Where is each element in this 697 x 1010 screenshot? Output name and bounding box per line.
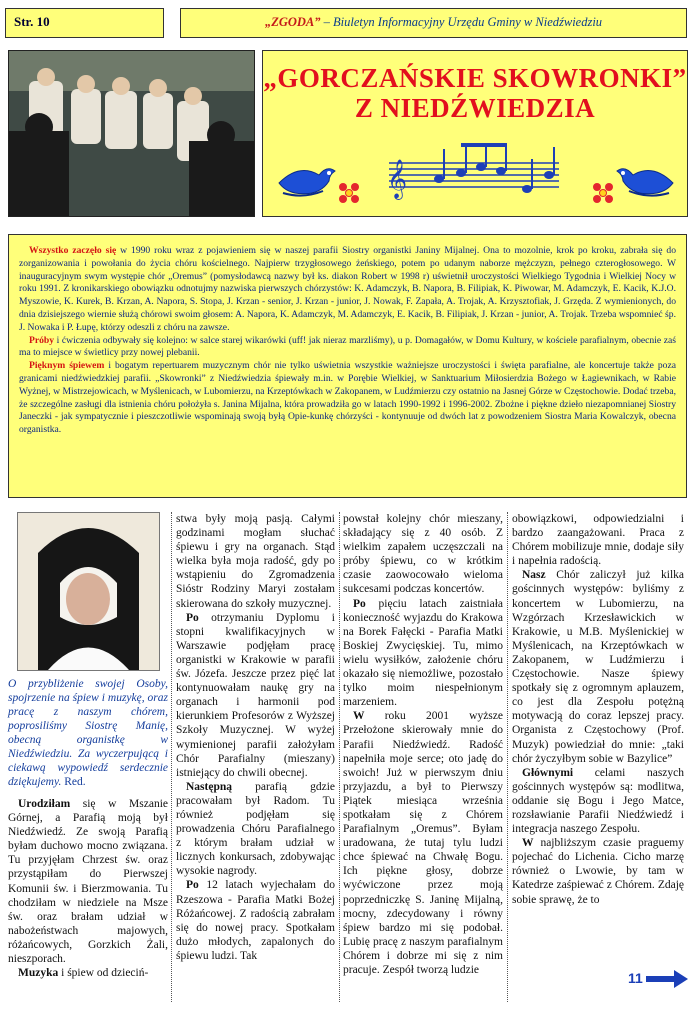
article-column-4 — [512, 512, 684, 907]
paragraph-lead: W — [353, 710, 365, 723]
paragraph-text: się w Mszanie Górnej, a Parafią moją był Niedźwiedź. Ze swoją Parafią byłam duchowo mocno związana. Tu przyjęłam Chrzest św. oraz przystąpiłam do Pierwszej Komunii św. i Bierzmowania. Tu chodziłam w niedziele na Msze św. oraz brałam udział w nabożeństwach majowych, różańcowych, Gorzkich Żali, nieszporach. — [8, 798, 168, 966]
article-paragraph — [512, 512, 684, 568]
article-paragraph — [176, 512, 335, 611]
article-paragraph — [8, 797, 168, 966]
article-paragraph — [176, 780, 335, 879]
paragraph-lead: Następną — [186, 780, 233, 793]
article-paragraph — [343, 512, 503, 597]
publication-subtitle: – Biuletyn Informacyjny Urzędu Gminy w Niedźwiedziu — [320, 15, 603, 29]
paragraph-lead: Urodziłam — [18, 798, 71, 810]
paragraph-lead: Nasz — [522, 569, 546, 582]
paragraph-text: Chór zaliczył już kilka gościnnych występów: byliśmy z koncertem w Lubomierzu, na Wzgórzach Krzesławickich w Krakowie, u M.B. Myślenickiej w Myślenicach, na Krzeptówkach w Zakopanem, w Ludźmierzu i Częstochowie. Nasze śpiewy spotkały się z ogromnym aplauzem, co jest dla Zespołu potężną motywacją do coraz lepszej pracy. Organista z Częstochowy (Prof. Muzyk) powiedział do mnie: „taki chór życzyłbym sobie w Bazylice” — [512, 569, 684, 765]
paragraph-text: powstał kolejny chór mieszany, składający się z 40 osób. Z wielkim zapałem uczęszczali na próby śpiewu, co w krótkim czasie zaowocowało wieloma sukcesami podczas koncertów. — [343, 513, 503, 596]
intro-lead: Pięknym śpiewem — [29, 360, 105, 372]
article-title-line2: Z NIEDŹWIEDZIA — [354, 93, 596, 123]
paragraph-lead: Głównymi — [522, 766, 574, 779]
article-title-box — [262, 50, 688, 217]
intro-lead: Wszystko zaczęło się — [29, 245, 117, 256]
right-bird-icon — [617, 169, 673, 196]
right-flower-icon — [593, 183, 613, 203]
caption-text: O przybliżenie swojej Osoby, spojrzenie na śpiew i muzykę, oraz pracę z naszym chórem, poprosiliśmy Siostrę Manię, obecną organistkę w Niedźwiedziu. Za wyczerpującą i ciekawą wypowiedź serdecznie dziękujemy. — [8, 678, 168, 788]
paragraph-text: i śpiew od dzieciń- — [58, 967, 149, 980]
paragraph-text: najbliższym czasie praguemy pojechać do Lichenia. Cicho marzę również o Lwowie, by tam w Katedrze zaśpiewać z Chórem. Zdaję sobie sprawę, że to — [512, 837, 684, 906]
caption-signature: Red. — [64, 776, 86, 788]
notes-icon — [387, 143, 554, 200]
paragraph-text: otrzymaniu Dyplomu i stopni kwalifikacyjnych w Warszawie podjęłam pracę organistki w Krakowie w parafii św. Józefa. Jeszcze przez pięć lat kontynuowałam naukę gry na organach i harmonii pod kierunkiem Profesorów z Wyższej Szkoły Muzycznej. W wyżej wymienionej parafii założyłam Chór Parafialny (mieszany) istniejący do chwili obecnej. — [176, 611, 335, 779]
paragraph-lead: W — [522, 837, 534, 850]
staff-lines — [389, 163, 559, 187]
article-paragraph — [176, 611, 335, 780]
article-paragraph — [512, 836, 684, 906]
paragraph-lead: Muzyka — [18, 967, 59, 980]
article-paragraph — [176, 878, 335, 963]
article-paragraph — [512, 568, 684, 765]
intro-text: i ćwiczenia odbywały się kolejno: w salce starej wikarówki (uff! jak nieraz marzliśmy), u p. Domagałów, w Domu Kultury, w kościele parafialnym, obecnie zaś ma to miejsce w świetlicy przy nowej plebanii. — [19, 334, 676, 359]
nun-portrait-photo — [17, 512, 160, 671]
paragraph-text: stwa były moją pasją. Całymi godzinami mogłam słuchać śpiewu i gry na organach. Stąd wielka była moja radość, gdy po wstąpieniu do Zgromadzenia Sióstr Rodziny Maryi zostałam skierowana do szkoły muzycznej. — [176, 513, 335, 610]
article-paragraph — [8, 966, 168, 980]
paragraph-text: obowiązkowi, odpowiedzialni i bardzo zaangażowani. Praca z Chórem mobilizuje mnie, dodaje siły i napełnia radością. — [512, 513, 684, 568]
paragraph-lead: Po — [353, 597, 366, 610]
publication-name: „ZGODA” — [264, 15, 321, 29]
page-number: 11 — [628, 970, 643, 986]
svg-text:𝄞: 𝄞 — [387, 159, 408, 199]
intro-text: w 1990 roku wraz z pojawieniem się w naszej parafii Siostry organistki Janiny Mijalnej. Ona to mozolnie, krok po kroku, zabrała się do zorganizowania i powołania do życia chóru kościelnego. Najpierw trzygłosowego żeńskiego, potem po udanym naborze mężczyzn, pełnego czterogłosowego. W inauguracyjnym swym występie chór „Oremus” (pomysłodawcą nazwy był ks. diakon Robert w 1998 r) uświetnił uroczystości Wielkiego Tygodnia i Wielkiej Nocy w roku 1991. Z kronikarskiego obowiązku odnotujmy nazwiska pierwszych chórzystów: K. Adamczyk, B. Napora, B. Filipiak, K. Piwowar, M. Adamczyk, E. Kacik, K.J.O. Myszowie, K. Kurek, B. Krzan, A. Napora, S. Stopa, J. Krzan - senior, J. Krzan - junior, J. Nowak, F. Zapała, A. Trojak, A. Krzysztofiak, J. Grzęda. Z wymienionych, do dnia dzisiejszego wiernie służą chórowi swoim głosem: A. Napora, K. Adamczyk, M. Adamczyk, E. Kacik, B. Filipiak, J. Krzan - junior, A. Trojak. Trzeba wspomnieć śp. J. Nowaka i P. Łupę, którzy odeszli z chóru na zawsze. — [19, 245, 676, 333]
paragraph-text: pięciu latach zaistniała konieczność wyjazdu do Krakowa na Borek Fałęcki - Parafia Matki Boskiej Zwycięskiej. Tu, mimo wielu wysiłków, założenie chóru okazało się niemożliwe, pozostało tylko moim niespełnionym marzeniem. — [343, 597, 503, 709]
paragraph-lead: Po — [186, 879, 199, 892]
publication-header — [180, 8, 687, 38]
article-paragraph — [512, 766, 684, 836]
article-column-3 — [343, 512, 503, 977]
article-paragraph — [343, 709, 503, 977]
paragraph-text: roku 2001 wyższe Przełożone skierowały mnie do Parafii Niedźwiedź. Radość napełniła moje serce; oto jadę do swoich! Już w pierwszym dniu przyjazdu, a był to Pierwszy Piątek miesiąca września spotkałam się z Chórem Parafialnym „Oremus”. Byłam uradowana, że tutaj tylu ludzi chce śpiewać na Chwałę Bogu. Ich piękne głosy, dobrze wyćwiczone przez moją poprzedniczkę S. Janinę Mijalną, mocny, zdecydowany i równy śpiew bardzo mi się podobał. Lubię pracę z naszym parafialnym Chórem i dobrze mi się z nim pracuje. Zespół tworzą ludzie — [343, 710, 503, 976]
article-title-line1: „GORCZAŃSKIE SKOWRONKI” — [263, 63, 687, 93]
paragraph-lead: Po — [186, 611, 199, 624]
column-divider — [339, 512, 340, 1002]
music-notes-decoration — [269, 135, 683, 211]
paragraph-text: 12 latach wyjechałam do Rzeszowa - Parafia Matki Bożej Różańcowej. Z radością zabrałam się do nowej pracy. Spotkałam dużo młodych, zapalonych do śpiewu ludzi. Tak — [176, 879, 335, 962]
article-column-2 — [176, 512, 335, 963]
intro-lead: Próby — [29, 334, 55, 346]
intro-box — [8, 234, 687, 498]
intro-text: i bogatym repertuarem muzycznym chór nie tylko uświetnia wszystkie ważniejsze uroczystości i święta parafialne, ale koncertuje także poza granicami niedźwiedzkiej parafii. „Skowronki” z Niedźwiedzia śpiewały m.in. w Porębie Wielkiej, w Sanktuarium Miłosierdzia Bożego w Łagiewnikach, w Rabie Wyżnej, w Mistrzejowicach, w Myślenicach, w Lubomierzu, na Krzeptówkach w Zakopanem, w Ludźmierzu czy ostatnio na Jasnej Górze w Częstochowie. Dodać trzeba, że szczególne zasługi dla istnienia chóru położyła s. Janina Mijalna, która prowadziła go w latach 1990-1992 i 1996-2002. Zbożne i piękne dzieło niezapomnianej Siostry Janeczki - jak sympatycznie i pieszczotliwie wspominają swoją byłą Opie-kunkę chórzyści - kontynuuje od dwóch lat z powodzeniem Siostra Maria Kowalczyk, obecna organistka. — [19, 360, 676, 436]
column-divider — [507, 512, 508, 1002]
arrow-right-icon — [646, 970, 688, 988]
column-divider — [171, 512, 172, 1002]
choir-photo — [8, 50, 255, 217]
left-flower-icon — [339, 183, 359, 203]
intro-paragraph — [19, 360, 676, 437]
photo-caption — [8, 677, 168, 789]
article-paragraph — [343, 597, 503, 710]
page-label: Str. 10 — [5, 8, 164, 38]
paragraph-text: celami naszych gościnnych występów są: modlitwa, oddanie się Bogu i Jego Matce, rozsławianie Parafii Niedźwiedź i integracja naszego Zespołu. — [512, 766, 684, 836]
intro-paragraph — [19, 335, 676, 361]
article-column-1 — [8, 512, 168, 980]
paragraph-text: parafią gdzie pracowałam był Radom. Tu również podjęłam się prowadzenia Chóru Parafialnego z którym brałam udział w licznych konkursach, zdobywając wysokie nagrody. — [176, 780, 335, 878]
intro-paragraph — [19, 245, 676, 335]
left-bird-icon — [279, 169, 335, 196]
